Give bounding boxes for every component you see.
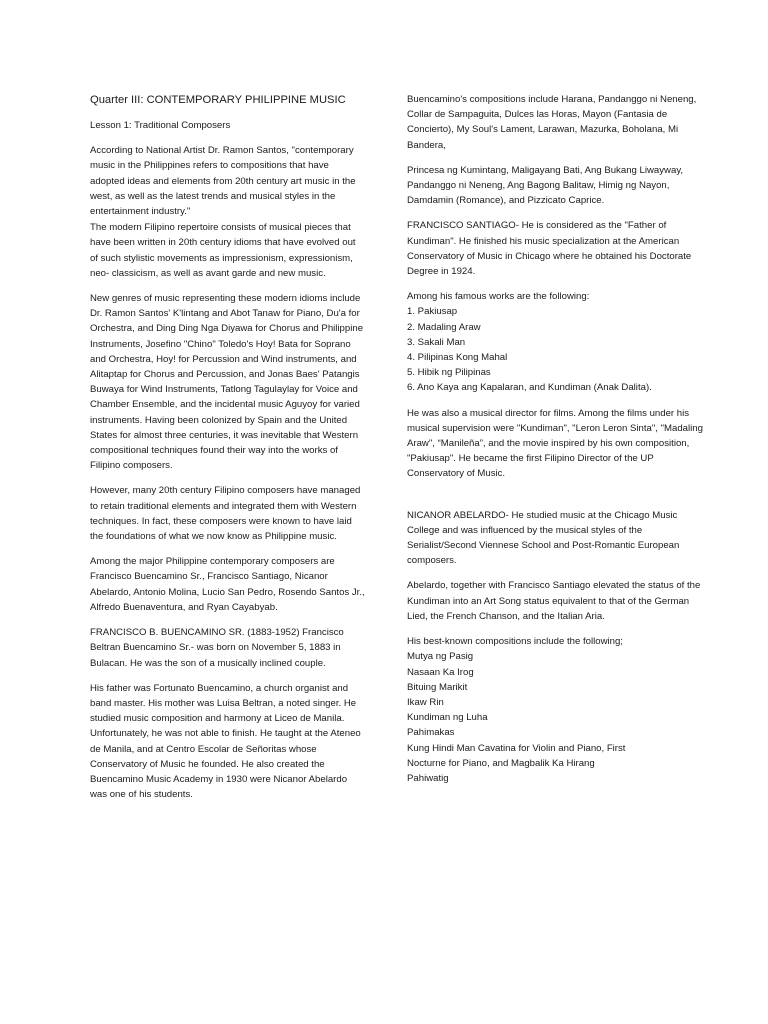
paragraph-buencamino-intro: FRANCISCO B. BUENCAMINO SR. (1883-1952) Francisco Beltran Buencamino Sr.- was born on November 5, 1883 in Bulacan. He was the son of a musically inclined couple. bbox=[90, 627, 344, 669]
list-item: Ikaw Rin bbox=[407, 696, 444, 708]
paragraph-abelardo-intro: NICANOR ABELARDO- He studied music at the Chicago Music College and was influenced by the musical styles of the Serialist/Second Viennese School and Post-Romantic European composers. bbox=[407, 509, 680, 567]
paragraph-buencamino-compositions: Buencamino's compositions include Harana, Pandanggo ni Neneng, Collar de Sampaguita, Dulces las Horas, Mayon (Fantasia de Concierto), My Soul's Lament, Larawan, Mazurka, Boholana, Mi Bandera, bbox=[407, 94, 697, 151]
list-item: 6. Ano Kaya ang Kapalaran, and Kundiman (Anak Dalita). bbox=[407, 382, 652, 394]
paragraph-major-composers: Among the major Philippine contemporary composers are Francisco Buencamino Sr., Francisco Santiago, Nicanor Abelardo, Antonio Molina, Lucio San Pedro, Rosendo Santos Jr., Alfredo Buenaventura, and Ryan Cayabyab. bbox=[90, 556, 365, 613]
list-item: Nocturne for Piano, and Magbalik Ka Hirang bbox=[407, 757, 595, 769]
paragraph-santiago-films: He was also a musical director for films. Among the films under his musical supervision were "Kundiman", "Leron Leron Sinta", "Madaling Araw", “Manileña”, and the movie inspired by his own composition, "Pakiusap". He became the first Filipino Director of the UP Conservatory of Music. bbox=[407, 407, 703, 480]
abelardo-compositions-list bbox=[407, 649, 703, 786]
list-item: Nasaan Ka Irog bbox=[407, 666, 474, 678]
paragraph-modern-repertoire: The modern Filipino repertoire consists of musical pieces that have been written in 20th century idioms that have evolved out of such stylistic movements as impressionism, expressionism, neo- classicism, as well as avant garde and new music. bbox=[90, 222, 356, 279]
list-item: 3. Sakali Man bbox=[407, 336, 466, 348]
paragraph-new-genres: New genres of music representing these modern idioms include Dr. Ramon Santos' K'lintang and Abot Tanaw for Piano, Du'a for Orchestra, and Ding Ding Nga Diyawa for Chorus and Philippine Instruments, Josefino "Chino" Toledo's Hoy! Bata for Soprano and Orchestra, Hoy! for Percussion and Wind instruments, and Alitaptap for Chorus and Percussion, and Jonas Baes' Patangis Buwaya for Wind Instruments, Tatlong Tagulaylay for Voice and Chamber Ensemble, and the incidental music Aguyoy for varied instruments. Having been colonized by Spain and the United States for almost three centuries, it was inevitable that Western compositional techniques found their way into the works of Filipino composers. bbox=[90, 293, 364, 472]
list-item: 4. Pilipinas Kong Mahal bbox=[407, 352, 508, 364]
list-item: Kung Hindi Man Cavatina for Violin and Piano, First bbox=[407, 742, 626, 754]
paragraph-santiago-intro: FRANCISCO SANTIAGO- He is considered as the "Father of Kundiman". He finished his music specialization at the American Conservatory of Music in Chicago where he obtained his Doctorate Degree in 1924. bbox=[407, 220, 692, 278]
paragraph-buencamino-bio: His father was Fortunato Buencamino, a church organist and band master. His mother was Luisa Beltran, a noted singer. He studied music composition and harmony at Liceo de Manila. Unfortunately, he was not able to finish. He taught at the Ateneo de Manila, and at Centro Escolar de Señoritas whose Conservatory of Music he founded. He also created the Buencamino Music Academy in 1930 were Nicanor Abelardo was one of his students. bbox=[90, 682, 361, 801]
santiago-works-list bbox=[407, 304, 703, 395]
lesson-heading: Lesson 1: Traditional Composers bbox=[90, 120, 231, 131]
list-item: 5. Hibik ng Pilipinas bbox=[407, 367, 491, 379]
list-item: Bituing Marikit bbox=[407, 681, 468, 693]
list-item: 1. Pakiusap bbox=[407, 306, 458, 318]
compositions-intro: His best-known compositions include the following; bbox=[407, 636, 623, 648]
document-title: Quarter III: CONTEMPORARY PHILIPPINE MUSIC bbox=[90, 94, 346, 106]
paragraph-buencamino-compositions-cont: Princesa ng Kumintang, Maligayang Bati, Ang Bukang Liwayway, Pandanggo ni Neneng, Ang Bagong Balitaw, Himig ng Nayon, Damdamin (Romance), and Pizzicato Caprice. bbox=[407, 164, 684, 207]
left-column bbox=[90, 92, 366, 802]
list-item: 2. Madaling Araw bbox=[407, 321, 481, 333]
paragraph-santos-quote: According to National Artist Dr. Ramon Santos, "contemporary music in the Philippines refers to compositions that have adopted ideas and elements from 20th century art music in the west, as well as the latest trends and musical styles in the entertainment industry." bbox=[90, 145, 356, 218]
list-item: Mutya ng Pasig bbox=[407, 651, 474, 663]
list-item: Pahiwatig bbox=[407, 772, 449, 784]
works-intro: Among his famous works are the following: bbox=[407, 291, 590, 303]
paragraph-traditional-elements: However, many 20th century Filipino composers have managed to retain traditional elements and integrated them with Western techniques. In fact, these composers were known to have laid the foundations of what we now know as Philippine music. bbox=[90, 485, 361, 543]
list-item: Kundiman ng Luha bbox=[407, 712, 488, 724]
right-column bbox=[407, 92, 703, 786]
list-item: Pahimakas bbox=[407, 727, 455, 739]
paragraph-abelardo-kundiman: Abelardo, together with Francisco Santiago elevated the status of the Kundiman into an Art Song status equivalent to that of the German Lied, the French Chanson, and the Italian Aria. bbox=[407, 580, 701, 622]
